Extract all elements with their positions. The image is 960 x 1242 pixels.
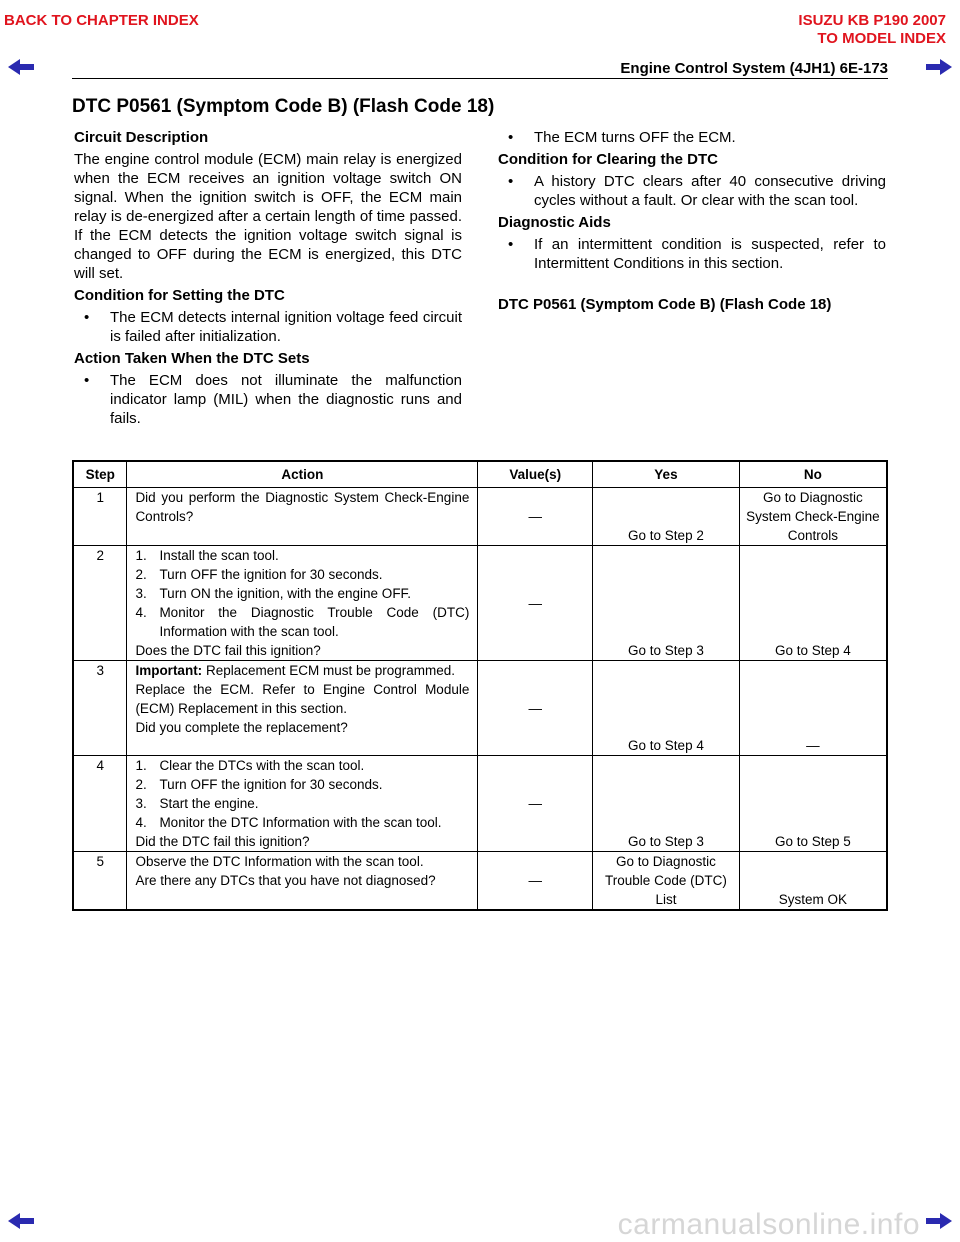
page-title: DTC P0561 (Symptom Code B) (Flash Code 18) [72, 96, 495, 117]
condition-setting-heading: Condition for Setting the DTC [74, 287, 285, 304]
right-column [498, 128, 886, 314]
action-cell [127, 546, 478, 661]
question-text: Are there any DTCs that you have not diagnosed? [135, 873, 436, 888]
circuit-description-heading: Circuit Description [74, 129, 209, 146]
value-cell: — [478, 661, 593, 756]
table-header-row [73, 461, 887, 488]
table-row [73, 546, 887, 661]
list-item: • If an intermittent condition is suspected, refer to Intermittent Conditions in this section. [508, 236, 886, 272]
no-cell: System OK [739, 852, 887, 911]
table-row [73, 756, 887, 852]
left-column [74, 128, 462, 428]
back-to-chapter-index-link[interactable]: BACK TO CHAPTER INDEX [4, 12, 199, 29]
list-item: • The ECM does not illuminate the malfunction indicator lamp (MIL) when the diagnostic runs and fails. [84, 372, 462, 427]
step-number: 5 [73, 852, 127, 911]
value-cell: — [478, 488, 593, 546]
step-number: 4 [73, 756, 127, 852]
circuit-description-text: The engine control module (ECM) main relay is energized when the ECM receives an ignition voltage switch ON signal. When the ignition switch is OFF, the ECM main relay is de-energized after a certain length of time passed. If the ECM detects the ignition voltage switch signal is changed to OFF during the ECM is energized, this DTC will set. [74, 151, 462, 282]
value-cell: — [478, 756, 593, 852]
yes-cell[interactable]: Go to Diagnostic Trouble Code (DTC) List [593, 852, 740, 911]
question-text: Did the DTC fail this ignition? [135, 834, 310, 849]
important-label: Important: [135, 663, 203, 678]
no-cell: — [739, 661, 887, 756]
step-number: 1 [73, 488, 127, 546]
step-number: 2 [73, 546, 127, 661]
action-cell [127, 756, 478, 852]
list-item: • The ECM detects internal ignition voltage feed circuit is failed after initialization. [84, 309, 462, 345]
list-item: 3. Start the engine. [135, 796, 259, 811]
header-values: Value(s) [478, 461, 593, 488]
to-model-index-link[interactable]: TO MODEL INDEX [817, 30, 946, 47]
action-taken-heading: Action Taken When the DTC Sets [74, 350, 310, 367]
step-number: 3 [73, 661, 127, 756]
next-page-arrow-bottom-icon[interactable] [926, 1212, 952, 1230]
table-row [73, 661, 887, 756]
header-step: Step [73, 461, 127, 488]
list-item: 1. Clear the DTCs with the scan tool. [135, 758, 365, 773]
list-item: 2. Turn OFF the ignition for 30 seconds. [135, 777, 383, 792]
watermark: carmanualsonline.info [617, 1208, 920, 1241]
table-title: DTC P0561 (Symptom Code B) (Flash Code 18) [498, 296, 832, 313]
table-row [73, 488, 887, 546]
question-text: Does the DTC fail this ignition? [135, 643, 321, 658]
list-item: • A history DTC clears after 40 consecutive driving cycles without a fault. Or clear with the scan tool. [508, 173, 886, 209]
yes-cell[interactable]: Go to Step 2 [593, 488, 740, 546]
list-item: 4. Monitor the DTC Information with the scan tool. [135, 815, 442, 830]
prev-page-arrow-icon[interactable] [8, 58, 34, 76]
header-divider [72, 78, 888, 79]
model-title-link[interactable]: ISUZU KB P190 2007 [798, 12, 946, 29]
page-header-title: Engine Control System (4JH1) 6E-173 [620, 60, 888, 77]
list-item: • The ECM turns OFF the ECM. [508, 129, 736, 146]
table-row [73, 852, 887, 911]
no-cell[interactable]: Go to Step 5 [739, 756, 887, 852]
no-cell[interactable]: Go to Step 4 [739, 546, 887, 661]
list-item: 3. Turn ON the ignition, with the engine OFF. [135, 586, 412, 601]
value-cell: — [478, 852, 593, 911]
question-text: Did you complete the replacement? [135, 720, 348, 735]
header-action: Action [127, 461, 478, 488]
important-text: Replacement ECM must be programmed. [205, 663, 456, 678]
header-no: No [739, 461, 887, 488]
action-cell [127, 852, 478, 911]
action-text: Observe the DTC Information with the scan tool. [135, 854, 424, 869]
yes-cell[interactable]: Go to Step 4 [593, 661, 740, 756]
header-yes: Yes [593, 461, 740, 488]
next-page-arrow-icon[interactable] [926, 58, 952, 76]
yes-cell[interactable]: Go to Step 3 [593, 756, 740, 852]
diagnostic-aids-heading: Diagnostic Aids [498, 214, 611, 231]
list-item: 1. Install the scan tool. [135, 548, 279, 563]
prev-page-arrow-bottom-icon[interactable] [8, 1212, 34, 1230]
yes-cell[interactable]: Go to Step 3 [593, 546, 740, 661]
value-cell: — [478, 546, 593, 661]
list-item: 4. Monitor the Diagnostic Trouble Code (DTC) Information with the scan tool. [135, 605, 470, 639]
action-cell: Did you perform the Diagnostic System Check-Engine Controls? [127, 488, 478, 546]
no-cell[interactable]: Go to Diagnostic System Check-Engine Controls [739, 488, 887, 546]
action-cell [127, 661, 478, 756]
list-item: 2. Turn OFF the ignition for 30 seconds. [135, 567, 383, 582]
condition-clearing-heading: Condition for Clearing the DTC [498, 151, 718, 168]
diagnostic-table [72, 460, 888, 911]
action-text: Replace the ECM. Refer to Engine Control Module (ECM) Replacement in this section. [135, 682, 470, 716]
